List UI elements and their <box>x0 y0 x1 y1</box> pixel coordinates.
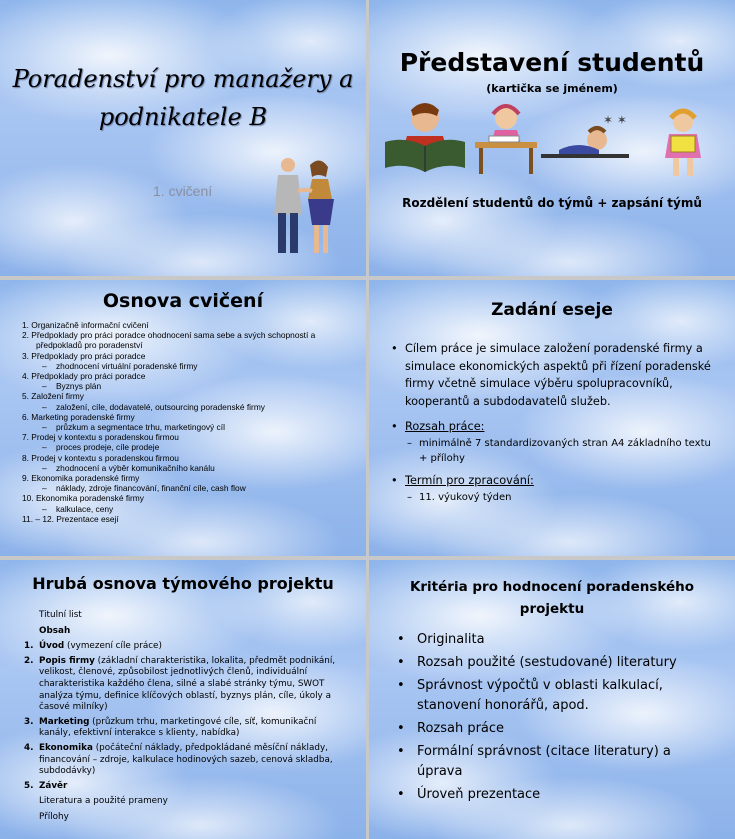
outline-item: 3. Předpoklady pro práci poradce <box>22 350 146 361</box>
essay-content <box>391 340 721 505</box>
girl-with-book-clipart <box>653 108 713 180</box>
outline-item: 9. Ekonomika poradenské firmy <box>22 473 140 484</box>
criteria-item: • Rozsah použité (sestudované) literatury <box>397 653 717 673</box>
item-number: 4. <box>24 742 34 753</box>
scope-text: – minimálně 7 standardizovaných stran A4 základního textu + přílohy <box>391 436 721 466</box>
outline-item: předpokladů pro poradenství <box>22 340 143 351</box>
tired-student-clipart <box>539 110 631 170</box>
outline-item: 4. Předpoklady pro práci poradce <box>22 371 146 382</box>
slide-criteria <box>369 560 735 839</box>
project-items <box>24 641 350 792</box>
item-heading: Ekonomika <box>39 742 93 753</box>
outline-item: 8. Prodej v kontextu s poradenskou firmou <box>22 452 179 463</box>
criteria-list <box>397 630 717 808</box>
outline-item: 1. Organizačně informační cvičení <box>22 320 149 330</box>
slide-heading: Kritéria pro hodnocení poradenského projektu <box>409 579 695 617</box>
project-item <box>24 781 350 793</box>
essay-goal: • Cílem práce je simulace založení poradenské firmy a simulace ekonomických aspektů při řízení poradenské firmy včetně simulace výběru spolupracovníků, kooperantů a subdodavatelů služeb. <box>391 340 721 410</box>
project-item <box>24 743 350 778</box>
project-item <box>24 717 350 740</box>
scope-label: Rozsah práce: <box>405 420 485 434</box>
svg-text:✶ ✶: ✶ ✶ <box>603 113 627 127</box>
outline-item: 2. Předpoklady pro práci poradce ohodnocení sama sebe a svých schopností a <box>22 330 316 341</box>
item-heading: Úvod <box>39 641 65 652</box>
item-heading: Popis firmy <box>39 655 95 666</box>
item-text: (průzkum trhu, marketingové cíle, síť, komunikační kanály, efektivní interakce s klienty, nabídka) <box>39 716 317 739</box>
deadline-label: Termín pro zpracování: <box>405 473 534 487</box>
item-number: 2. <box>24 655 34 666</box>
criteria-item: • Rozsah práce <box>397 719 717 739</box>
item-text: (základní charakteristika, lokalita, předmět podnikání, velikost, členové, způsobilost jednotlivých členů, individuální charakteristika každého člena, silné a slabé stránky týmu, SWOT analýza týmu, definice klíčových oblastí, byznys plán, cíle, úkoly a časové milníky) <box>39 655 336 713</box>
deadline-text: – 11. výukový týden <box>391 490 721 505</box>
slide-title <box>0 0 366 276</box>
slide-heading: Představení studentů <box>399 48 705 77</box>
outline-item: – zhodnocení virtuální poradenské firmy <box>22 361 315 371</box>
item-text: (počáteční náklady, předpokládané měsíční náklady, financování – zdroje, kalkulace hodinových sazeb, cenová skladba, subdodávky) <box>39 742 333 777</box>
handshake-clipart <box>270 155 340 260</box>
slide-heading: Hrubá osnova týmového projektu <box>32 574 334 593</box>
item-text: (vymezení cíle práce) <box>64 641 162 652</box>
outline-item: – proces prodeje, cíle prodeje <box>22 442 315 452</box>
criteria-item: • Správnost výpočtů v oblasti kalkulací, stanovení honorářů, apod. <box>397 676 717 716</box>
project-item <box>24 641 350 653</box>
slide-outline <box>0 280 366 556</box>
contents: Obsah <box>39 625 71 636</box>
outline-item: – kalkulace, ceny <box>22 504 315 514</box>
outline-item: 11. – 12. Prezentace esejí <box>22 513 119 524</box>
criteria-item: • Originalita <box>397 630 717 650</box>
outline-list <box>22 320 315 524</box>
girl-at-desk-clipart <box>473 100 539 176</box>
outline-item: – Byznys plán <box>22 381 315 391</box>
appendix: Přílohy <box>39 811 69 822</box>
criteria-item: • Formální správnost (citace literatury) a úprava <box>397 742 717 782</box>
project-outline <box>24 610 350 824</box>
literature: Literatura a použité prameny <box>39 796 168 807</box>
slide-footer: Rozdělení studentů do týmů + zapsání týmů <box>402 196 702 210</box>
course-title: Poradenství pro manažery a podnikatele B <box>12 65 354 131</box>
item-number: 5. <box>24 780 34 791</box>
deadline-item <box>391 472 721 490</box>
title-page: Titulní list <box>39 610 82 620</box>
item-heading: Závěr <box>39 780 68 791</box>
slide-subheading: (kartička se jménem) <box>486 82 618 95</box>
slide-essay <box>369 280 735 556</box>
outline-item: 5. Založení firmy <box>22 391 84 402</box>
slide-students <box>369 0 735 276</box>
outline-item: – průzkum a segmentace trhu, marketingový cíl <box>22 422 315 432</box>
exercise-subtitle: 1. cvičení <box>153 183 213 199</box>
slide-team-project <box>0 560 366 839</box>
item-heading: Marketing <box>39 716 90 727</box>
item-number: 3. <box>24 716 34 727</box>
slide-heading: Osnova cvičení <box>102 290 264 312</box>
item-number: 1. <box>24 641 34 652</box>
slide-heading: Zadání eseje <box>491 300 613 320</box>
student-reading-clipart <box>381 100 469 176</box>
criteria-item: • Úroveň prezentace <box>397 785 717 805</box>
outline-item: 6. Marketing poradenské firmy <box>22 411 135 422</box>
scope-item <box>391 418 721 436</box>
outline-item: – založení, cíle, dodavatelé, outsourcing poradenské firmy <box>22 402 315 412</box>
outline-item: 7. Prodej v kontextu s poradenskou firmou <box>22 432 179 443</box>
outline-item: – zhodnocení a výběr komunikačního kanálu <box>22 463 315 473</box>
outline-item: 10. Ekonomika poradenské firmy <box>22 493 144 504</box>
project-item <box>24 656 350 714</box>
outline-item: – náklady, zdroje financování, finanční cíle, cash flow <box>22 483 315 493</box>
